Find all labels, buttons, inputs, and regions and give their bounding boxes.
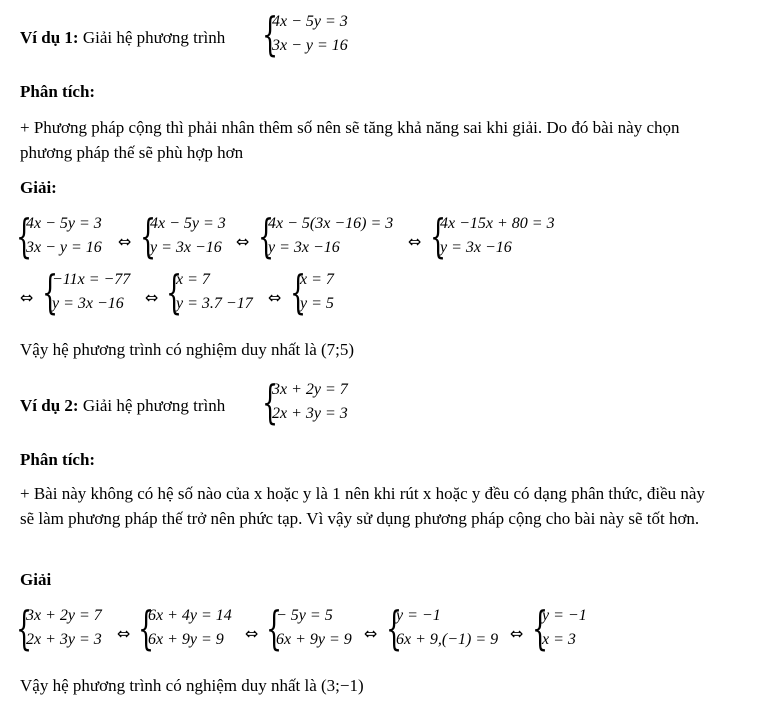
ex1-label: Ví dụ 1:	[20, 28, 79, 47]
brace-icon: {	[430, 209, 447, 263]
eq: 4x −15x + 80 = 3	[440, 215, 555, 232]
brace-icon: {	[262, 7, 279, 61]
eq: − 5y = 5	[276, 607, 333, 624]
ex1-sys-eq2: 3x − y = 16	[272, 37, 348, 54]
ex2-system	[262, 375, 348, 429]
ex2-step-2	[138, 601, 232, 655]
ex2-text: Giải hệ phương trình	[82, 396, 226, 415]
eq: y = 3x −16	[440, 239, 512, 256]
ex2-conclusion	[20, 674, 364, 698]
equivalence-icon: ⇔	[20, 288, 34, 307]
eq: y = 3x −16	[150, 239, 222, 256]
conclusion-text: Vậy hệ phương trình có nghiệm duy nhất là	[20, 676, 317, 695]
eq: y = 3.7 −17	[176, 295, 253, 312]
eq: x = 7	[176, 271, 210, 288]
ex2-step-4	[386, 601, 499, 655]
equivalence-icon: ⇔	[510, 624, 524, 643]
equivalence-icon: ⇔	[408, 232, 422, 251]
eq: 3x − y = 16	[26, 239, 102, 256]
ex2-analysis-text: + Bài này không có hệ số nào của x hoặc y là 1 nên khi rút x hoặc y đều có dạng phân thức, điều này sẽ làm phương pháp thế trở nên phức tạp. Vì vậy sử dụng phương pháp cộng cho bài này sẽ tốt hơn.	[20, 484, 705, 528]
eq: 2x + 3y = 3	[26, 631, 102, 648]
ex1-step-7	[290, 265, 334, 319]
ex2-analysis-title: Phân tích:	[20, 450, 96, 469]
eq: 3x + 2y = 7	[26, 607, 102, 624]
equivalence-icon: ⇔	[245, 624, 259, 643]
ex1-solution-title: Giải:	[20, 178, 57, 197]
ex2-step-5	[532, 601, 587, 655]
ex1-heading	[20, 26, 225, 50]
ex2-sys-eq1: 3x + 2y = 7	[272, 381, 348, 398]
ex2-sys-eq2: 2x + 3y = 3	[272, 405, 348, 422]
ex1-step-1	[16, 209, 102, 263]
ex2-step-3	[266, 601, 352, 655]
brace-icon: {	[16, 209, 33, 263]
brace-icon: {	[262, 375, 279, 429]
ex2-step-1	[16, 601, 102, 655]
eq: y = −1	[396, 607, 441, 624]
brace-icon: {	[532, 601, 549, 655]
ex2-heading	[20, 394, 225, 418]
brace-icon: {	[138, 601, 155, 655]
eq: −11x = −77	[52, 271, 131, 288]
brace-icon: {	[16, 601, 33, 655]
equivalence-icon: ⇔	[364, 624, 378, 643]
eq: x = 3	[542, 631, 576, 648]
conclusion-text: Vậy hệ phương trình có nghiệm duy nhất là	[20, 340, 317, 359]
eq: 6x + 9y = 9	[148, 631, 224, 648]
eq: 4x − 5(3x −16) = 3	[268, 215, 394, 232]
ex1-text: Giải hệ phương trình	[82, 28, 226, 47]
eq: 4x − 5y = 3	[26, 215, 102, 232]
brace-icon: {	[140, 209, 157, 263]
eq: x = 7	[300, 271, 334, 288]
eq: 6x + 9,(−1) = 9	[396, 631, 499, 648]
brace-icon: {	[386, 601, 403, 655]
ex1-system	[262, 7, 348, 61]
ex1-step-3	[258, 209, 394, 263]
answer: (3;−1)	[321, 676, 364, 695]
equivalence-icon: ⇔	[118, 232, 132, 251]
ex1-step-2	[140, 209, 226, 263]
eq: 4x − 5y = 3	[150, 215, 226, 232]
equivalence-icon: ⇔	[236, 232, 250, 251]
brace-icon: {	[42, 265, 59, 319]
brace-icon: {	[166, 265, 183, 319]
brace-icon: {	[290, 265, 307, 319]
answer: (7;5)	[321, 340, 355, 359]
ex1-analysis-text: + Phương pháp cộng thì phải nhân thêm số nên sẽ tăng khả năng sai khi giải. Do đó bài này chọn phương pháp thế sẽ phù hợp hơn	[20, 118, 680, 162]
ex1-analysis-title: Phân tích:	[20, 82, 96, 101]
equivalence-icon: ⇔	[117, 624, 131, 643]
brace-icon: {	[258, 209, 275, 263]
ex1-sys-eq1: 4x − 5y = 3	[272, 13, 348, 30]
brace-icon: {	[266, 601, 283, 655]
equivalence-icon: ⇔	[268, 288, 282, 307]
ex2-solution-title: Giải	[20, 570, 52, 589]
eq: y = 5	[300, 295, 334, 312]
eq: 6x + 9y = 9	[276, 631, 352, 648]
eq: 6x + 4y = 14	[148, 607, 232, 624]
ex2-label: Ví dụ 2:	[20, 396, 79, 415]
ex1-step-5	[42, 265, 131, 319]
equivalence-icon: ⇔	[145, 288, 159, 307]
eq: y = −1	[542, 607, 587, 624]
ex1-step-6	[166, 265, 253, 319]
ex1-conclusion	[20, 338, 354, 362]
eq: y = 3x −16	[52, 295, 124, 312]
eq: y = 3x −16	[268, 239, 340, 256]
ex1-step-4	[430, 209, 555, 263]
